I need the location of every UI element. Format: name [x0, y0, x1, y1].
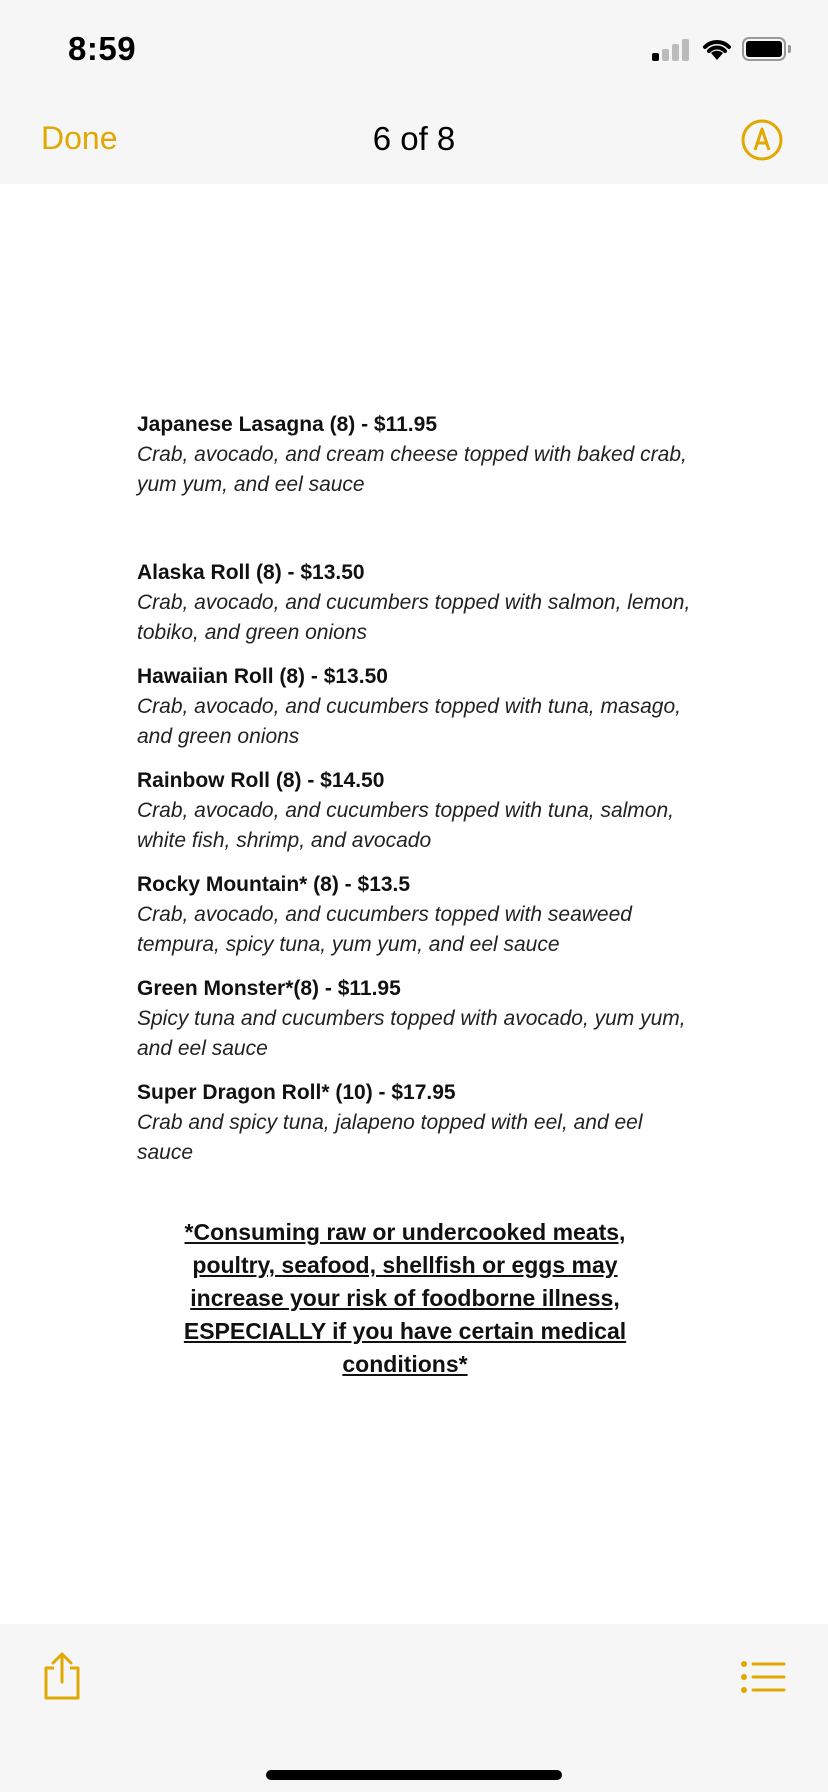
menu-item-name: Hawaiian Roll (8) - $13.50: [137, 665, 388, 688]
menu-item-description: Crab and spicy tuna, jalapeno topped with eel, and eel sauce: [137, 1111, 643, 1164]
cellular-signal-icon: [652, 39, 690, 61]
menu-item: [137, 766, 697, 856]
status-time: 8:59: [68, 30, 137, 67]
battery-icon: [742, 37, 786, 61]
status-bar: [0, 0, 828, 100]
menu-list: [137, 410, 697, 1182]
menu-item: [137, 870, 697, 960]
menu-item: [137, 1078, 697, 1168]
wifi-icon: [700, 36, 734, 62]
menu-item: [137, 974, 697, 1064]
menu-item-name: Rocky Mountain* (8) - $13.5: [137, 873, 411, 896]
menu-item-description: Spicy tuna and cucumbers topped with avocado, yum yum, and eel sauce: [137, 1007, 686, 1060]
menu-item-name: Super Dragon Roll* (10) - $17.95: [137, 1081, 456, 1104]
page-indicator: 6 of 8: [372, 120, 456, 157]
menu-item-name: Japanese Lasagna (8) - $11.95: [137, 413, 437, 436]
menu-item: [137, 558, 697, 648]
menu-item-description: Crab, avocado, and cucumbers topped with seaweed tempura, spicy tuna, yum yum, and eel sauce: [137, 903, 632, 956]
battery-tip: [788, 45, 791, 53]
menu-item-name: Green Monster*(8) - $11.95: [137, 977, 401, 1000]
done-button[interactable]: Done: [41, 120, 118, 156]
menu-item-description: Crab, avocado, and cream cheese topped with baked crab, yum yum, and eel sauce: [137, 443, 687, 496]
menu-item-description: Crab, avocado, and cucumbers topped with salmon, lemon, tobiko, and green onions: [137, 591, 691, 644]
menu-item: [137, 410, 697, 500]
menu-item-description: Crab, avocado, and cucumbers topped with tuna, masago, and green onions: [137, 695, 681, 748]
nav-bar: [0, 100, 828, 184]
home-indicator[interactable]: [266, 1770, 562, 1780]
menu-item: [137, 662, 697, 752]
menu-item-name: Rainbow Roll (8) - $14.50: [137, 769, 385, 792]
document-page: [0, 184, 828, 1624]
list-icon[interactable]: [740, 1660, 786, 1694]
share-icon[interactable]: [40, 1650, 84, 1702]
bottom-toolbar: [0, 1624, 828, 1792]
menu-item-name: Alaska Roll (8) - $13.50: [137, 561, 365, 584]
menu-item-description: Crab, avocado, and cucumbers topped with tuna, salmon, white fish, shrimp, and avocado: [137, 799, 674, 852]
food-safety-warning: *Consuming raw or undercooked meats, poultry, seafood, shellfish or eggs may increase your risk of foodborne illness, ESPECIALLY if you have certain medical conditions*: [183, 1219, 627, 1377]
markup-pen-icon[interactable]: [740, 118, 784, 162]
